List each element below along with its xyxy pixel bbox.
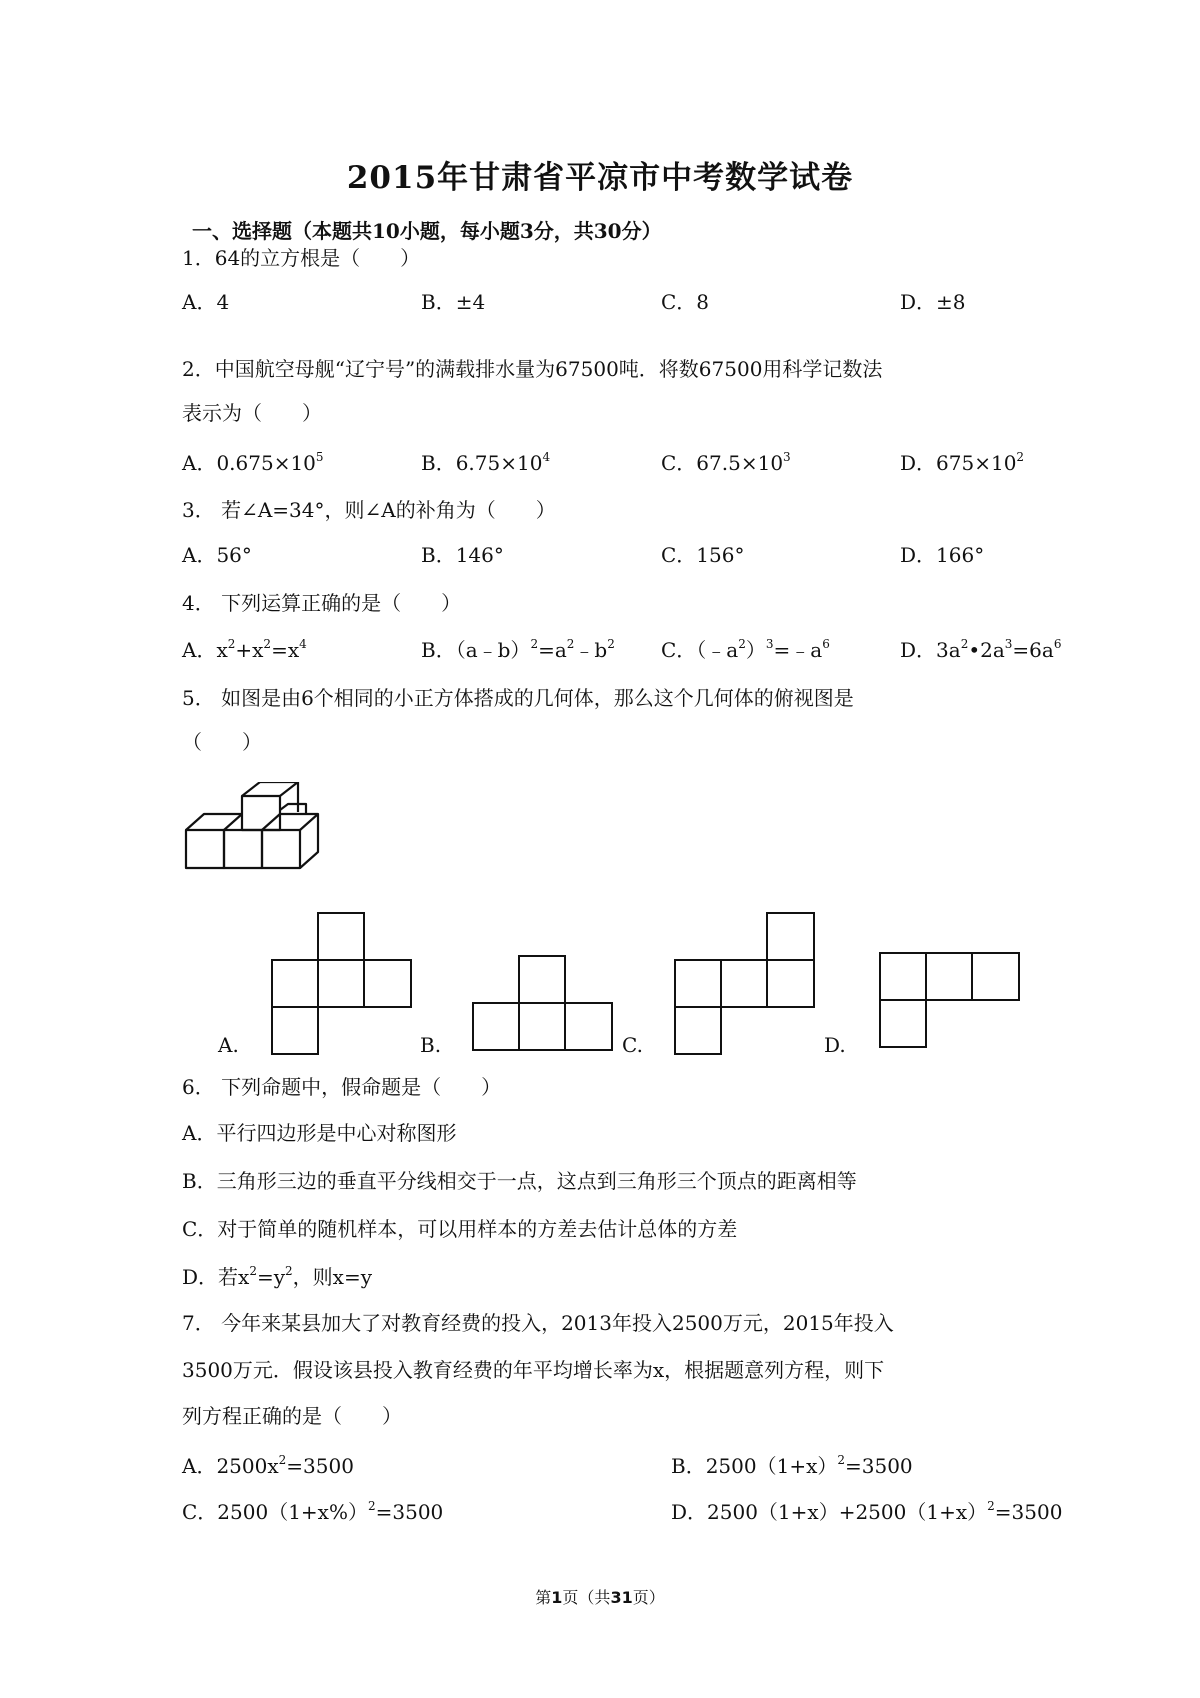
q3-option-c: C．156° (661, 543, 745, 567)
question-7-stem-line2: 3500万元．假设该县投入教育经费的年平均增长率为x，根据题意列方程，则下 (182, 1358, 885, 1382)
q2-option-d: D．$675\times 10^2$ (900, 450, 1025, 475)
q1-option-d: D．±8 (900, 290, 966, 314)
q4-option-a: A．$x^2+x^2=x^4$ (182, 637, 307, 662)
q5-label-b: B. (420, 1033, 442, 1057)
q2-option-a: A．$0.675\times 10^5$ (182, 450, 324, 475)
question-7-stem-line3: 列方程正确的是（ ） (182, 1404, 402, 1428)
q7-option-c: C．$2500(1+x\%)^2=3500$ (182, 1499, 444, 1524)
q7-option-a: A．$2500x^2=3500$ (182, 1453, 354, 1478)
question-7-stem-line1: 7． 今年来某县加大了对教育经费的投入，2013年投入2500万元，2015年投入 (182, 1311, 894, 1335)
section-heading: 一、选择题（本题共10小题，每小题3分，共30分） (192, 219, 662, 243)
question-3-stem: 3． 若∠A=34°，则∠A的补角为（ ） (182, 498, 556, 522)
q5-option-c-figure (673, 912, 817, 1056)
question-1-stem: 1．64的立方根是（ ） (182, 246, 421, 270)
question-5-stem-line2: （ ） (182, 730, 262, 754)
q5-label-d: D. (824, 1033, 846, 1057)
q5-label-a: A. (218, 1033, 239, 1057)
q5-option-d-figure (878, 952, 1022, 1052)
q6-option-b: B．三角形三边的垂直平分线相交于一点，这点到三角形三个顶点的距离相等 (182, 1169, 857, 1193)
question-2-stem-line1: 2．中国航空母舰“辽宁号”的满载排水量为67500吨．将数67500用科学记数法 (182, 357, 883, 381)
q7-option-d: D．$2500(1+x)+2500(1+x)^2=3500$ (671, 1499, 1063, 1524)
q5-option-b-figure (471, 955, 615, 1053)
q5-option-a-figure (270, 912, 414, 1056)
q4-option-d: D．$3a^2•2a^3=6a^6$ (900, 637, 1062, 662)
cube-solid-figure (180, 782, 340, 902)
page-footer: 第1页（共31页） (535, 1588, 665, 1607)
q2-option-b: B．$6.75\times 10^4$ (421, 450, 551, 475)
q6-option-a: A．平行四边形是中心对称图形 (182, 1121, 457, 1145)
q3-option-d: D．166° (900, 543, 985, 567)
q3-option-a: A．56° (182, 543, 252, 567)
q7-option-b: B．$2500(1+x)^2=3500$ (671, 1453, 913, 1478)
q3-option-b: B．146° (421, 543, 504, 567)
q6-option-c: C．对于简单的随机样本，可以用样本的方差去估计总体的方差 (182, 1217, 738, 1241)
question-5-stem-line1: 5． 如图是由6个相同的小正方体搭成的几何体，那么这个几何体的俯视图是 (182, 686, 854, 710)
question-4-stem: 4． 下列运算正确的是（ ） (182, 591, 462, 615)
q4-option-b: B．$(a﹣b)^2=a^2﹣b^2$ (421, 637, 615, 662)
q4-option-c: C．$(﹣a^2)^3=﹣a^6$ (661, 637, 830, 662)
page-title: 2015年甘肃省平凉市中考数学试卷 (346, 160, 854, 196)
q1-option-a: A．4 (182, 290, 230, 314)
question-6-stem: 6． 下列命题中，假命题是（ ） (182, 1075, 502, 1099)
q1-option-c: C．8 (661, 290, 710, 314)
q1-option-b: B．±4 (421, 290, 486, 314)
question-2-stem-line2: 表示为（ ） (182, 401, 322, 425)
q2-option-c: C．$67.5\times 10^3$ (661, 450, 791, 475)
q5-label-c: C. (622, 1033, 643, 1057)
q6-option-d: D．若$x^2=y^2$，则x=y (182, 1264, 373, 1289)
